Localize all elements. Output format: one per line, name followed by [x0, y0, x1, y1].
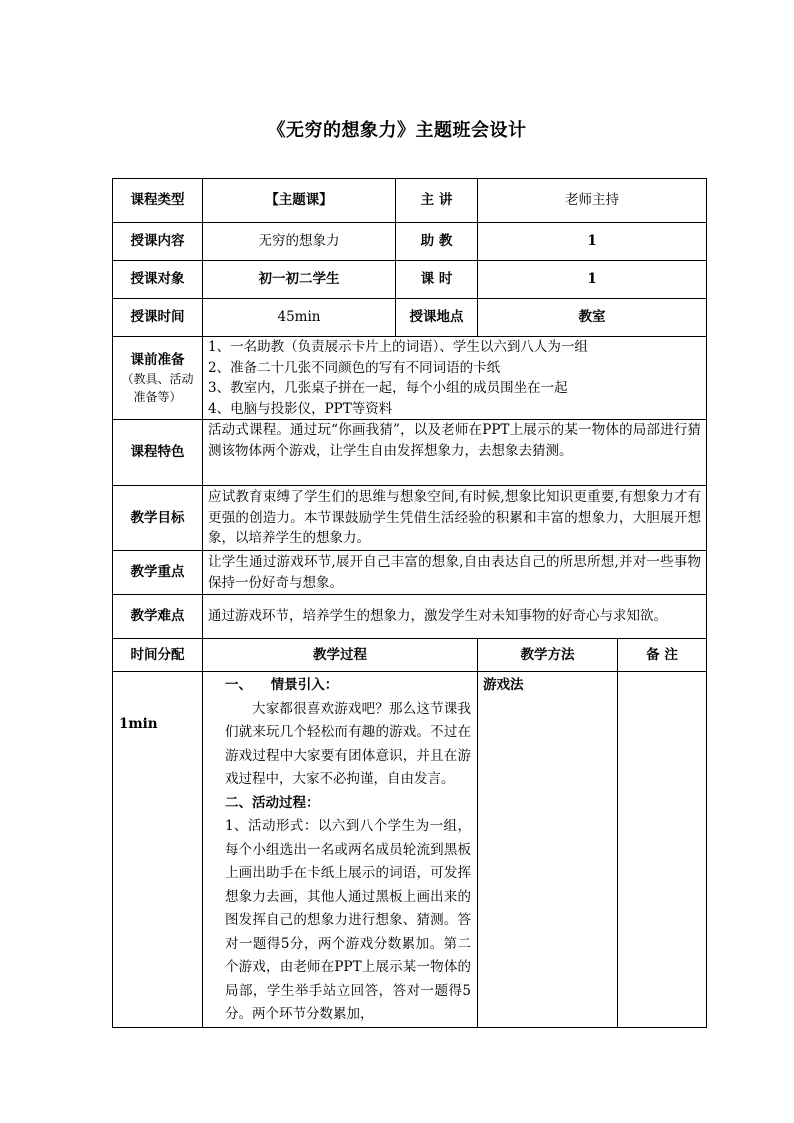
location-label: 授课地点 [396, 299, 478, 337]
goal-text: 应试教育束缚了学生们的思维与想象空间,有时候,想象比知识更重要,有想象力才有更强的创造力。本节课鼓励学生凭借生活经验的积累和丰富的想象力，大胆展开想象，以培养学生的想象力。 [203, 486, 707, 551]
document-title: 《无穷的想象力》主题班会设计 [267, 120, 527, 141]
assistant-value: 1 [478, 223, 707, 261]
process-heading-1: 一、 情景引入： [225, 677, 339, 693]
header-process: 教学过程 [203, 639, 478, 672]
features-label: 课程特色 [113, 420, 203, 486]
row-prep [113, 337, 707, 420]
row-course-type [113, 179, 707, 223]
row-focus [113, 551, 707, 595]
prep-item: 4、电脑与投影仪，PPT等资料 [208, 400, 393, 417]
header-time: 时间分配 [113, 639, 203, 672]
prep-label [113, 337, 203, 420]
time-label: 授课时间 [113, 299, 203, 337]
content-label: 授课内容 [113, 223, 203, 261]
row-features [113, 420, 707, 486]
process-method: 游戏法 [478, 672, 618, 1028]
difficulty-label: 教学难点 [113, 595, 203, 639]
time-value: 45min [203, 299, 396, 337]
course-type-value: 【主题课】 [203, 179, 396, 223]
row-difficulty [113, 595, 707, 639]
prep-label-main: 课前准备 [130, 351, 185, 368]
features-text: 活动式课程。通过玩“你画我猜”，以及老师在PPT上展示的某一物体的局部进行猜测该物体两个游戏，让学生自由发挥想象力，去想象去猜测。 [203, 420, 707, 486]
course-type-label: 课程类型 [113, 179, 203, 223]
row-goal [113, 486, 707, 551]
focus-label: 教学重点 [113, 551, 203, 595]
process-time: 1min [113, 672, 203, 1028]
difficulty-text: 通过游戏环节，培养学生的想象力，激发学生对未知事物的好奇心与求知欲。 [203, 595, 707, 639]
prep-item: 3、教室内，几张桌子拼在一起，每个小组的成员围坐在一起 [208, 380, 568, 396]
target-label: 授课对象 [113, 261, 203, 299]
row-content [113, 223, 707, 261]
content-value: 无穷的想象力 [203, 223, 396, 261]
focus-text: 让学生通过游戏环节,展开自己丰富的想象,自由表达自己的所思所想,并对一些事物保持一份好奇与想象。 [203, 551, 707, 595]
process-paragraph-1: 大家都很喜欢游戏吧？那么这节课我们就来玩几个轻松而有趣的游戏。不过在游戏过程中大家要有团体意识，并且在游戏过程中，大家不必拘谨，自由发言。 [225, 700, 471, 787]
process-heading-2: 二、活动过程： [225, 794, 320, 811]
header-method: 教学方法 [478, 639, 618, 672]
lecturer-label: 主 讲 [396, 179, 478, 223]
hours-label: 课 时 [396, 261, 478, 299]
target-value: 初一初二学生 [203, 261, 396, 299]
process-row [113, 672, 707, 1028]
row-time [113, 299, 707, 337]
header-note: 备 注 [618, 639, 707, 672]
process-header-row [113, 639, 707, 672]
assistant-label: 助 教 [396, 223, 478, 261]
process-note [618, 672, 707, 1028]
lesson-plan-table [112, 178, 707, 1028]
prep-item: 2、准备二十几张不同颜色的写有不同词语的卡纸 [208, 359, 501, 376]
prep-item: 1、一名助教（负责展示卡片上的词语）、学生以六到八人为一组 [208, 339, 588, 355]
process-content [203, 672, 478, 1028]
prep-label-sub: （教具、活动准备等） [121, 372, 194, 405]
hours-value: 1 [478, 261, 707, 299]
location-value: 教室 [478, 299, 707, 337]
goal-label: 教学目标 [113, 486, 203, 551]
row-target [113, 261, 707, 299]
lecturer-value: 老师主持 [478, 179, 707, 223]
process-paragraph-2: 1、活动形式：以六到八个学生为一组，每个小组选出一名或两名成员轮流到黑板上画出助手在卡纸上展示的词语，可发挥想象力去画，其他人通过黑板上画出来的图发挥自己的想象力进行想象、猜测。答对一题得5分，两个游戏分数累加。第二个游戏，由老师在PPT上展示某一物体的局部，学生举手站立回答，答对一题得5分。两个环节分数累加， [225, 818, 471, 1022]
prep-list [203, 337, 707, 420]
